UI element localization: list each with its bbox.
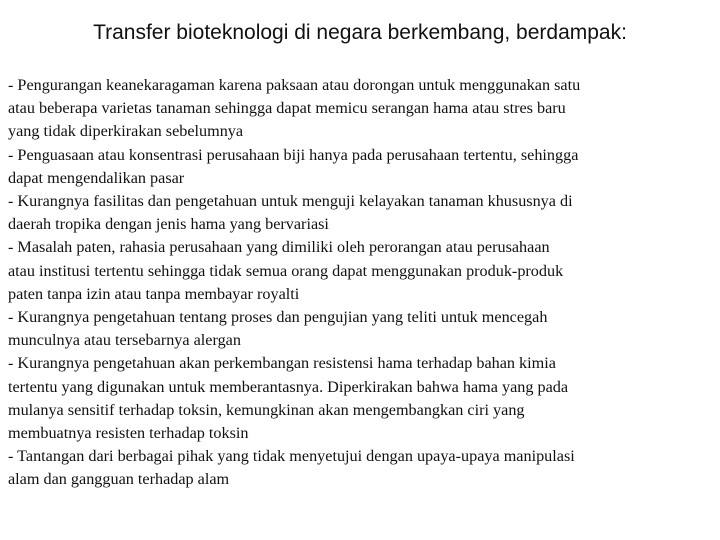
bullet-line: paten tanpa izin atau tanpa membayar royalti: [8, 284, 300, 303]
bullet-line: atau institusi tertentu sehingga tidak semua orang dapat menggunakan produk-produk: [8, 261, 564, 280]
bullet-line: yang tidak diperkirakan sebelumnya: [8, 122, 244, 141]
bullet-line: mulanya sensitif terhadap toksin, kemungkinan akan mengembangkan ciri yang: [8, 400, 525, 419]
bullet-line: - Masalah paten, rahasia perusahaan yang dimiliki oleh perorangan atau perusahaan: [8, 238, 550, 257]
bullet-point: [8, 236, 716, 306]
bullet-line: tertentu yang digunakan untuk memberantasnya. Diperkirakan bahwa hama yang pada: [8, 377, 569, 396]
bullet-point: [8, 74, 716, 144]
bullet-point: [8, 352, 716, 445]
bullet-point: [8, 445, 716, 491]
bullet-line: dapat mengendalikan pasar: [8, 168, 185, 187]
bullet-line: - Tantangan dari berbagai pihak yang tidak menyetujui dengan upaya-upaya manipulasi: [8, 447, 575, 466]
bullet-line: membuatnya resisten terhadap toksin: [8, 424, 249, 443]
bullet-point: [8, 190, 716, 236]
bullet-line: - Kurangnya fasilitas dan pengetahuan untuk menguji kelayakan tanaman khususnya di: [8, 192, 573, 211]
bullet-line: - Kurangnya pengetahuan akan perkembangan resistensi hama terhadap bahan kimia: [8, 354, 556, 373]
bullet-point: [8, 144, 716, 190]
bullet-point: [8, 306, 716, 352]
bullet-line: - Kurangnya pengetahuan tentang proses dan pengujian yang teliti untuk mencegah: [8, 308, 548, 327]
bullet-line: daerah tropika dengan jenis hama yang bervariasi: [8, 215, 329, 234]
bullet-line: atau beberapa varietas tanaman sehingga dapat memicu serangan hama atau stres baru: [8, 99, 566, 118]
bullet-line: alam dan gangguan terhadap alam: [8, 470, 230, 489]
slide-title: Transfer bioteknologi di negara berkembang, berdampak:: [93, 21, 627, 44]
slide-body: [8, 74, 716, 492]
bullet-line: - Penguasaan atau konsentrasi perusahaan biji hanya pada perusahaan tertentu, sehingga: [8, 145, 579, 164]
bullet-line: munculnya atau tersebarnya alergan: [8, 331, 241, 350]
bullet-line: - Pengurangan keanekaragaman karena paksaan atau dorongan untuk menggunakan satu: [8, 76, 581, 94]
